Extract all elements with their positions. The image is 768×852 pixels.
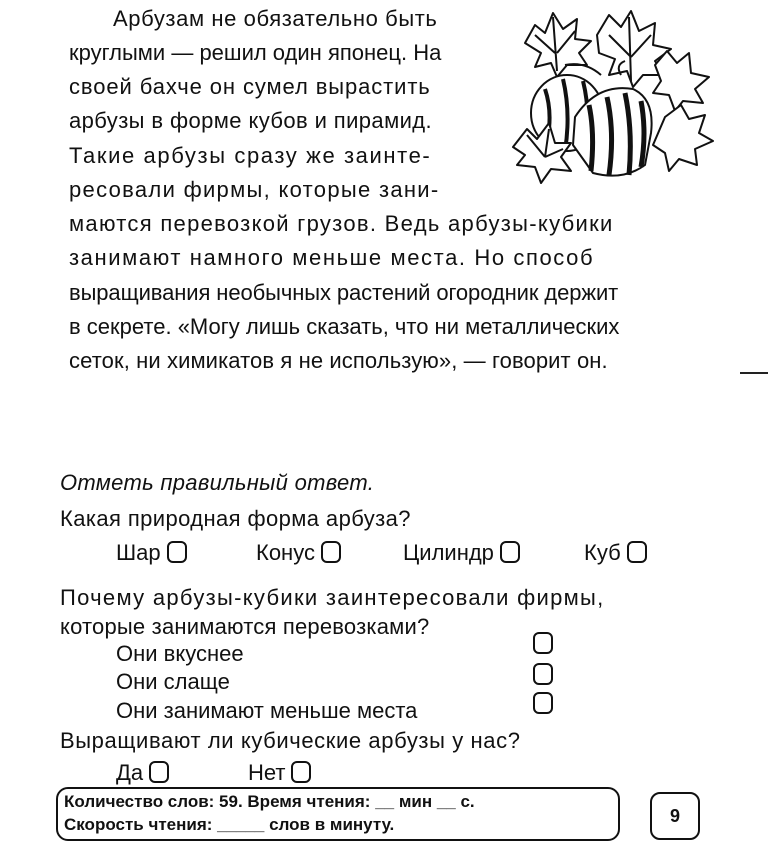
reading-stats-box	[56, 787, 620, 841]
q1-option-cone[interactable]	[256, 540, 341, 566]
page-number	[650, 792, 700, 840]
page-number-text: 9	[669, 805, 680, 826]
option-label: Шар	[116, 540, 161, 565]
q1-option-ball[interactable]	[116, 540, 187, 566]
option-label: Конус	[256, 540, 315, 565]
question-3: Выращивают ли кубические арбузы у нас?	[60, 728, 521, 753]
checkbox[interactable]	[167, 541, 187, 563]
question-2-cont: которые занимаются перевозками?	[60, 614, 430, 639]
checkbox[interactable]	[149, 761, 169, 783]
option-label: Да	[116, 760, 144, 785]
story-line: ресовали фирмы, которые зани-	[69, 177, 440, 202]
q3-option-yes[interactable]	[116, 760, 169, 786]
option-label: Цилиндр	[403, 540, 494, 565]
story-line: арбузы в форме кубов и пирамид.	[69, 108, 433, 133]
question-1: Какая природная форма арбуза?	[60, 506, 411, 531]
task-instruction: Отметь правильный ответ.	[60, 470, 375, 495]
q2-checkbox-less-space[interactable]	[533, 692, 553, 714]
option-label: Они слаще	[116, 669, 230, 694]
story-line: в секрете. «Могу лишь сказать, что ни металлических	[69, 314, 620, 339]
option-label: Куб	[584, 540, 621, 565]
story-line: круглыми — решил один японец. На	[69, 40, 442, 65]
word-count-line: Количество слов: 59. Время чтения: __ мин __ с.	[64, 792, 475, 811]
q1-option-cube[interactable]	[584, 540, 647, 566]
q3-option-no[interactable]	[248, 760, 311, 786]
q2-option-sweeter[interactable]	[116, 669, 230, 695]
watermelon-with-leaves-illustration	[505, 5, 720, 200]
option-label: Нет	[248, 760, 286, 785]
q2-checkbox-sweeter[interactable]	[533, 663, 553, 685]
story-line: своей бахче он сумел вырастить	[69, 74, 431, 99]
checkbox[interactable]	[291, 761, 311, 783]
q2-option-tastier[interactable]	[116, 641, 244, 667]
q1-option-cylinder[interactable]	[403, 540, 520, 566]
story-line: Такие арбузы сразу же заинте-	[69, 143, 432, 168]
story-line: маются перевозкой грузов. Ведь арбузы-кубики	[69, 211, 614, 236]
option-label: Они вкуснее	[116, 641, 244, 666]
margin-mark	[740, 372, 768, 374]
q2-option-less-space[interactable]	[116, 698, 417, 724]
q2-checkbox-tastier[interactable]	[533, 632, 553, 654]
checkbox[interactable]	[500, 541, 520, 563]
story-line: Арбузам не обязательно быть	[113, 6, 438, 31]
option-label: Они занимают меньше места	[116, 698, 418, 723]
story-line: сеток, ни химикатов я не использую», — говорит он.	[69, 348, 608, 373]
checkbox[interactable]	[321, 541, 341, 563]
story-line: выращивания необычных растений огородник держит	[69, 280, 619, 305]
question-2: Почему арбузы-кубики заинтересовали фирмы,	[60, 585, 605, 610]
story-line: занимают намного меньше места. Но способ	[69, 245, 595, 270]
checkbox[interactable]	[627, 541, 647, 563]
reading-speed-line: Скорость чтения: _____ слов в минуту.	[64, 815, 395, 834]
